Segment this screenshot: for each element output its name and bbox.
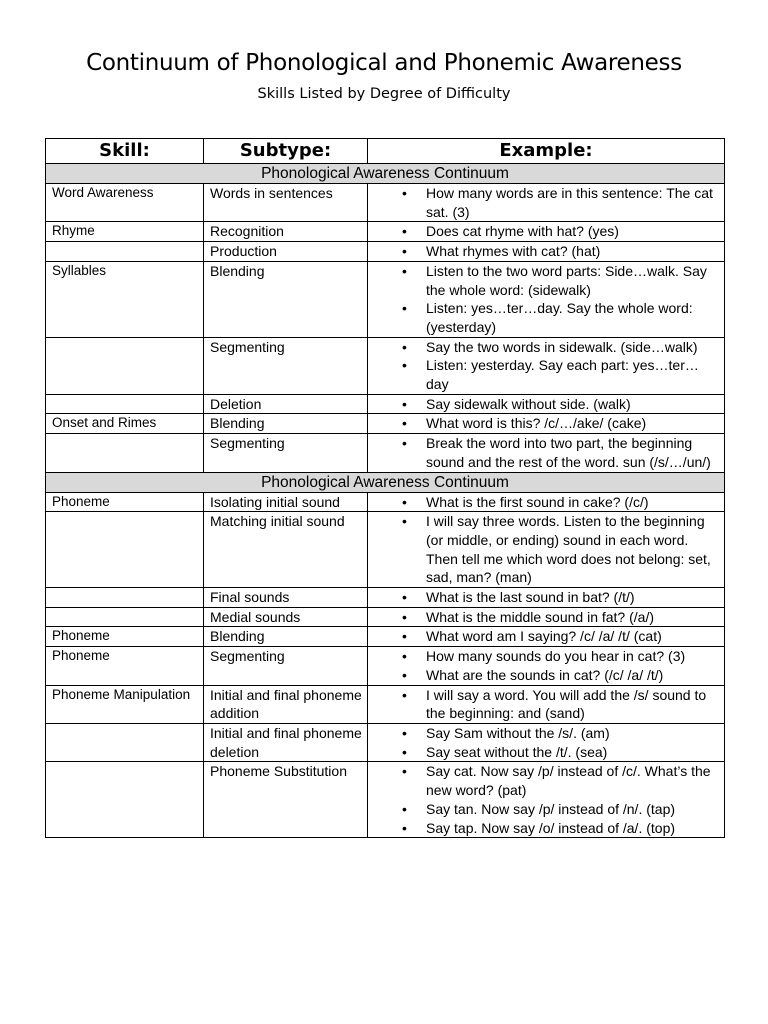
table-row bbox=[46, 723, 725, 761]
column-header-subtype: Subtype: bbox=[204, 139, 368, 164]
example-cell bbox=[368, 222, 725, 242]
example-list bbox=[374, 512, 724, 587]
example-cell bbox=[368, 607, 725, 627]
example-cell bbox=[368, 242, 725, 262]
example-item: • What word am I saying? /c/ /a/ /t/ (cat) bbox=[374, 627, 724, 646]
table-header-row bbox=[46, 139, 725, 164]
example-cell bbox=[368, 512, 725, 588]
table-row bbox=[46, 222, 725, 242]
example-list bbox=[374, 184, 724, 221]
example-cell bbox=[368, 588, 725, 608]
table-row bbox=[46, 762, 725, 838]
subtype-cell: Blending bbox=[204, 627, 368, 647]
table-row bbox=[46, 261, 725, 337]
skill-cell bbox=[46, 588, 204, 608]
example-item: • Listen to the two word parts: Side…walk. Say the whole word: (sidewalk) bbox=[374, 262, 724, 299]
subtype-cell: Blending bbox=[204, 414, 368, 434]
example-list bbox=[374, 588, 724, 607]
example-list bbox=[374, 262, 724, 337]
skill-cell bbox=[46, 394, 204, 414]
skill-cell: Phoneme Manipulation bbox=[46, 685, 204, 723]
example-cell bbox=[368, 414, 725, 434]
subtype-cell: Production bbox=[204, 242, 368, 262]
table-row bbox=[46, 434, 725, 472]
table-row bbox=[46, 337, 725, 394]
example-item: • What word is this? /c/…/ake/ (cake) bbox=[374, 414, 724, 433]
skill-cell bbox=[46, 607, 204, 627]
example-item: • Break the word into two part, the beginning sound and the rest of the word. sun (/s/…/un/) bbox=[374, 434, 724, 471]
example-cell bbox=[368, 627, 725, 647]
skill-cell: Phoneme bbox=[46, 627, 204, 647]
subtype-cell: Segmenting bbox=[204, 337, 368, 394]
example-cell bbox=[368, 394, 725, 414]
subtype-cell: Words in sentences bbox=[204, 184, 368, 222]
example-list bbox=[374, 627, 724, 646]
example-cell bbox=[368, 647, 725, 685]
table-row bbox=[46, 492, 725, 512]
skill-cell bbox=[46, 762, 204, 838]
skill-cell: Phoneme bbox=[46, 492, 204, 512]
example-list bbox=[374, 222, 724, 241]
example-cell bbox=[368, 762, 725, 838]
example-cell bbox=[368, 184, 725, 222]
example-list bbox=[374, 724, 724, 761]
section-header-row bbox=[46, 164, 725, 184]
example-item: • What is the middle sound in fat? (/a/) bbox=[374, 608, 724, 627]
subtype-cell: Initial and final phoneme addition bbox=[204, 685, 368, 723]
example-item: • Listen: yes…ter…day. Say the whole word: (yesterday) bbox=[374, 299, 724, 336]
table-row bbox=[46, 607, 725, 627]
example-list bbox=[374, 338, 724, 394]
skill-cell bbox=[46, 434, 204, 472]
subtype-cell: Initial and final phoneme deletion bbox=[204, 723, 368, 761]
subtype-cell: Phoneme Substitution bbox=[204, 762, 368, 838]
section-label: Phonological Awareness Continuum bbox=[46, 164, 725, 184]
skill-cell: Rhyme bbox=[46, 222, 204, 242]
section-header-row bbox=[46, 472, 725, 492]
example-cell bbox=[368, 337, 725, 394]
subtype-cell: Isolating initial sound bbox=[204, 492, 368, 512]
example-item: • Say the two words in sidewalk. (side…walk) bbox=[374, 338, 724, 357]
example-cell bbox=[368, 261, 725, 337]
example-item: • I will say a word. You will add the /s/ sound to the beginning: and (sand) bbox=[374, 686, 724, 723]
skill-cell: Word Awareness bbox=[46, 184, 204, 222]
example-cell bbox=[368, 685, 725, 723]
example-item: • Say cat. Now say /p/ instead of /c/. What’s the new word? (pat) bbox=[374, 762, 724, 799]
subtype-cell: Medial sounds bbox=[204, 607, 368, 627]
table-row bbox=[46, 512, 725, 588]
example-list bbox=[374, 242, 724, 261]
table-row bbox=[46, 588, 725, 608]
example-item: • Say tap. Now say /o/ instead of /a/. (top) bbox=[374, 819, 724, 838]
example-item: • Listen: yesterday. Say each part: yes…ter…day bbox=[374, 356, 724, 393]
example-cell bbox=[368, 434, 725, 472]
subtype-cell: Matching initial sound bbox=[204, 512, 368, 588]
skill-cell bbox=[46, 337, 204, 394]
example-list bbox=[374, 686, 724, 723]
example-item: • What are the sounds in cat? (/c/ /a/ /t/) bbox=[374, 666, 724, 685]
example-item: • What is the last sound in bat? (/t/) bbox=[374, 588, 724, 607]
example-cell bbox=[368, 723, 725, 761]
example-item: • Say Sam without the /s/. (am) bbox=[374, 724, 724, 743]
example-list bbox=[374, 762, 724, 837]
page-title: Continuum of Phonological and Phonemic Awareness bbox=[86, 50, 682, 76]
example-item: • What rhymes with cat? (hat) bbox=[374, 242, 724, 261]
subtype-cell: Recognition bbox=[204, 222, 368, 242]
subtype-cell: Final sounds bbox=[204, 588, 368, 608]
section-label: Phonological Awareness Continuum bbox=[46, 472, 725, 492]
example-item: • Say tan. Now say /p/ instead of /n/. (tap) bbox=[374, 800, 724, 819]
table-row bbox=[46, 394, 725, 414]
table-row bbox=[46, 184, 725, 222]
skills-table bbox=[45, 138, 725, 838]
subtype-cell: Segmenting bbox=[204, 434, 368, 472]
column-header-example: Example: bbox=[368, 139, 725, 164]
skill-cell: Phoneme bbox=[46, 647, 204, 685]
example-item: • How many words are in this sentence: The cat sat. (3) bbox=[374, 184, 724, 221]
skill-cell bbox=[46, 242, 204, 262]
example-list bbox=[374, 647, 724, 684]
subtype-cell: Deletion bbox=[204, 394, 368, 414]
example-item: • I will say three words. Listen to the beginning (or middle, or ending) sound in each word. Then tell me which word does not belong: set, sad, man? (man) bbox=[374, 512, 724, 587]
table-row bbox=[46, 647, 725, 685]
subtype-cell: Segmenting bbox=[204, 647, 368, 685]
subtype-cell: Blending bbox=[204, 261, 368, 337]
example-item: • What is the first sound in cake? (/c/) bbox=[374, 493, 724, 512]
skill-cell bbox=[46, 723, 204, 761]
example-list bbox=[374, 434, 724, 471]
table-row bbox=[46, 414, 725, 434]
example-item: • How many sounds do you hear in cat? (3) bbox=[374, 647, 724, 666]
example-list bbox=[374, 608, 724, 627]
table-row bbox=[46, 242, 725, 262]
table-row bbox=[46, 685, 725, 723]
table-row bbox=[46, 627, 725, 647]
table-body bbox=[46, 164, 725, 838]
page-subtitle: Skills Listed by Degree of Difficulty bbox=[257, 86, 511, 102]
skill-cell bbox=[46, 512, 204, 588]
example-list bbox=[374, 395, 724, 414]
example-cell bbox=[368, 492, 725, 512]
example-list bbox=[374, 414, 724, 433]
example-list bbox=[374, 493, 724, 512]
example-item: • Say sidewalk without side. (walk) bbox=[374, 395, 724, 414]
column-header-skill: Skill: bbox=[46, 139, 204, 164]
skill-cell: Syllables bbox=[46, 261, 204, 337]
example-item: • Say seat without the /t/. (sea) bbox=[374, 743, 724, 762]
example-item: • Does cat rhyme with hat? (yes) bbox=[374, 222, 724, 241]
skill-cell: Onset and Rimes bbox=[46, 414, 204, 434]
